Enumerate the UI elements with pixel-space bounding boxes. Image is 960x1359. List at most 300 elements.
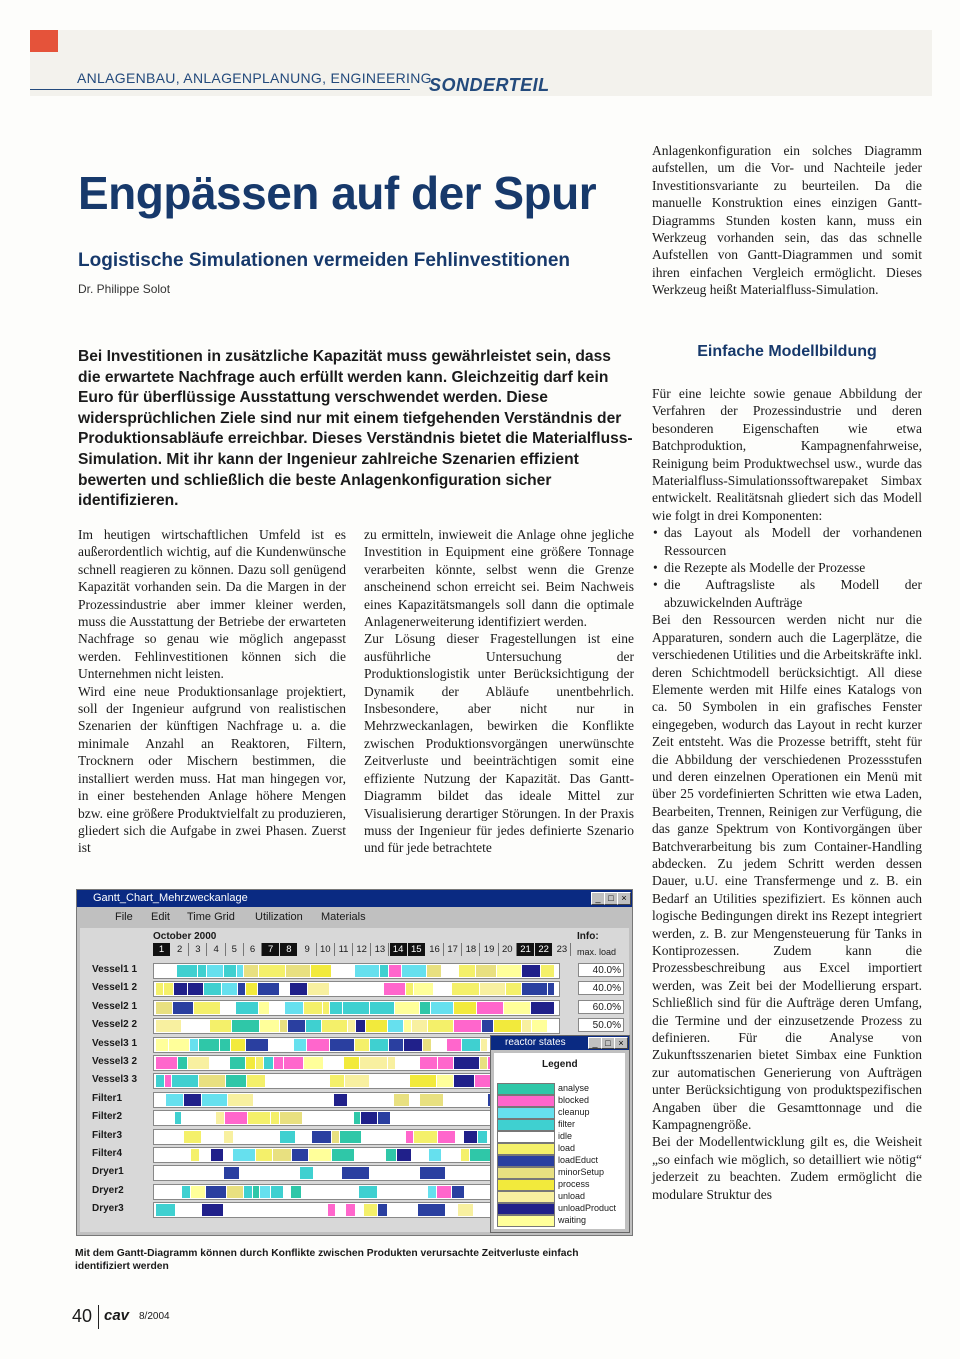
- gantt-segment: [226, 1075, 246, 1087]
- gantt-segment: [345, 1075, 369, 1087]
- gantt-segment: [414, 983, 433, 995]
- day-tick: 20: [499, 943, 517, 956]
- gantt-segment: [452, 983, 479, 995]
- gantt-segment: [311, 965, 331, 977]
- gantt-segment: [156, 1002, 172, 1014]
- legend-swatch: [497, 1083, 555, 1095]
- gantt-segment: [406, 983, 413, 995]
- day-tick: 4: [208, 943, 226, 956]
- list-item: • die Rezepte als Modelle der Prozesse: [664, 559, 922, 576]
- max-load-value: 40.0%: [578, 981, 624, 995]
- gantt-segment: [532, 1020, 547, 1032]
- gantt-segment: [309, 1149, 331, 1161]
- day-tick: 14: [390, 943, 407, 956]
- gantt-segment: [194, 1002, 220, 1014]
- row-label: Vessel3 3: [92, 1074, 138, 1086]
- text-column-3-bottom: [652, 385, 922, 1203]
- month-label: October 2000: [153, 931, 217, 942]
- day-tick: 21: [517, 943, 534, 956]
- gantt-segment: [461, 1149, 469, 1161]
- gantt-segment: [332, 1149, 354, 1161]
- article-subtitle: Logistische Simulationen vermeiden Fehlinvestitionen: [78, 250, 570, 271]
- gantt-segment: [359, 1186, 377, 1198]
- gantt-segment: [210, 1020, 231, 1032]
- gantt-segment: [522, 965, 540, 977]
- gantt-segment: [236, 1002, 258, 1014]
- gantt-segment: [308, 983, 329, 995]
- menu-utilization[interactable]: Utilization: [255, 911, 303, 923]
- gantt-segment: [244, 965, 258, 977]
- gantt-segment: [156, 983, 163, 995]
- gantt-segment: [294, 1039, 306, 1051]
- legend-label: minorSetup: [558, 1167, 605, 1177]
- gantt-segment: [388, 1020, 403, 1032]
- gantt-segment: [238, 983, 245, 995]
- day-tick: 13: [371, 943, 389, 956]
- paragraph: Anlagenkonfiguration ein solches Diagramm aufstellen, um die Vor- und Nachteile jeder Investitionsvariante zu beurteilen. Da die manuelle Konstruktion eines einzigen Gantt-Diagramms Stunden kosten kann, muss ein Werkzeug vorhanden sein, das das schnelle Aufstellen von Gantt-Diagrammen und somit ihren einfachen Vergleich ermöglicht. Dieses Werkzeug heißt Materialfluss-Simulation.: [652, 143, 922, 298]
- gantt-segment: [312, 1131, 331, 1143]
- legend-title-bar: [491, 1036, 629, 1050]
- article-title: Engpässen auf der Spur: [78, 167, 597, 219]
- gantt-segment: [166, 1094, 183, 1106]
- gantt-segment: [306, 1020, 321, 1032]
- gantt-segment: [423, 1039, 431, 1051]
- legend-heading: Legend: [542, 1059, 578, 1070]
- day-scale: [153, 943, 573, 957]
- header-accent-tab: [30, 30, 58, 52]
- gantt-segment: [190, 1039, 198, 1051]
- menu-file[interactable]: File: [115, 911, 133, 923]
- gantt-segment: [494, 1020, 521, 1032]
- gantt-segment: [204, 983, 221, 995]
- gantt-segment: [156, 1057, 177, 1069]
- gantt-segment: [482, 1020, 493, 1032]
- legend-label: loadEduct: [558, 1155, 599, 1165]
- gantt-segment: [332, 1131, 339, 1143]
- gantt-segment: [404, 1039, 422, 1051]
- gantt-segment: [288, 1020, 305, 1032]
- gantt-segment: [506, 983, 521, 995]
- day-tick: 2: [171, 943, 189, 956]
- legend-swatch: [497, 1107, 555, 1119]
- gantt-segment: [389, 1039, 403, 1051]
- gantt-segment: [418, 1204, 445, 1216]
- text-column-2: [364, 526, 634, 857]
- gantt-segment: [322, 1020, 347, 1032]
- gantt-segment: [225, 1112, 247, 1124]
- info-label: Info:: [577, 931, 599, 942]
- gantt-segment: [480, 983, 505, 995]
- gantt-segment: [420, 1002, 430, 1014]
- gantt-segment: [284, 1057, 303, 1069]
- gantt-segment: [304, 1057, 323, 1069]
- gantt-segment: [394, 1094, 409, 1106]
- menu-materials[interactable]: Materials: [321, 911, 366, 923]
- day-tick: 3: [189, 943, 207, 956]
- gantt-segment: [231, 1039, 245, 1051]
- gantt-segment: [360, 1057, 387, 1069]
- gantt-segment: [178, 1057, 187, 1069]
- gantt-segment: [290, 983, 307, 995]
- gantt-segment: [464, 1131, 477, 1143]
- menu-edit[interactable]: Edit: [151, 911, 170, 923]
- gantt-segment: [184, 1094, 201, 1106]
- gantt-window-title: Gantt_Chart_Mehrzweckanlage: [93, 892, 248, 904]
- gantt-segment: [207, 965, 223, 977]
- gantt-row-bar[interactable]: [153, 981, 560, 997]
- gantt-segment: [198, 965, 206, 977]
- day-tick: 17: [444, 943, 462, 956]
- gantt-segment: [437, 1186, 451, 1198]
- day-tick: 9: [299, 943, 317, 956]
- gantt-segment: [437, 1075, 453, 1087]
- gantt-segment: [389, 965, 401, 977]
- gantt-row-bar[interactable]: [153, 963, 560, 979]
- row-label: Vessel2 2: [92, 1019, 138, 1031]
- gantt-segment: [199, 1075, 225, 1087]
- text-column-3-top: [652, 142, 922, 299]
- list-item: • das Layout als Modell der vorhandenen Ressourcen: [664, 524, 922, 559]
- legend-label: unload: [558, 1191, 586, 1201]
- gantt-segment: [346, 1204, 355, 1216]
- row-label: Filter2: [92, 1111, 123, 1123]
- gantt-segment: [410, 1075, 436, 1087]
- gantt-segment: [412, 1020, 427, 1032]
- gantt-segment: [211, 1149, 223, 1161]
- gantt-title-bar: [77, 890, 632, 907]
- gantt-segment: [300, 1167, 313, 1179]
- day-tick: 7: [262, 943, 279, 956]
- gantt-segment: [462, 1039, 480, 1051]
- gantt-segment: [259, 965, 285, 977]
- gantt-segment: [247, 1075, 265, 1087]
- day-tick: 1: [153, 943, 170, 956]
- gantt-segment: [454, 1075, 474, 1087]
- gantt-segment: [199, 1039, 219, 1051]
- paragraph: Bei der Modellentwicklung gilt es, die Weisheit „so einfach wie möglich, so detailliert wie nötig“ jederzeit zu beachten. Zudem ermöglicht die modulare Struktur des: [652, 1134, 922, 1202]
- gantt-segment: [354, 1112, 360, 1124]
- gantt-segment: [253, 1186, 259, 1198]
- gantt-segment: [232, 1020, 259, 1032]
- gantt-segment: [291, 1186, 301, 1198]
- legend-label: process: [558, 1179, 590, 1189]
- legend-label: analyse: [558, 1083, 590, 1093]
- gantt-segment: [366, 1020, 387, 1032]
- gantt-segment: [447, 1039, 461, 1051]
- gantt-segment: [222, 983, 237, 995]
- legend-label: idle: [558, 1131, 573, 1141]
- legend-label: filter: [558, 1119, 576, 1129]
- minimize-icon[interactable]: _: [588, 1037, 602, 1049]
- row-label: Vessel3 1: [92, 1037, 138, 1049]
- gantt-segment: [191, 1149, 199, 1161]
- gantt-segment: [355, 1039, 369, 1051]
- maximize-icon[interactable]: □: [604, 892, 618, 905]
- gantt-segment: [292, 1149, 308, 1161]
- gantt-menubar: [77, 908, 632, 926]
- legend-label: blocked: [558, 1095, 590, 1105]
- gantt-segment: [175, 1112, 181, 1124]
- gantt-segment: [380, 965, 388, 977]
- close-icon[interactable]: ×: [614, 1037, 628, 1049]
- max-load-value: 50.0%: [578, 1018, 624, 1032]
- day-tick: 16: [426, 943, 444, 956]
- gantt-segment: [364, 1204, 377, 1216]
- paragraph: Bei den Ressourcen werden nicht nur die Apparaturen, sondern auch die Lagerplätze, die verschiedenen Utilities und die Arbeitskräfte inkl. deren Schichtmodell berücksichtigt. All diese Elemente werden mit Hilfe eines Katalogs von ca. 50 Symbolen in ein grafisches Fenster eingegeben, wodurch das Layout in recht kurzer Zeit entsteht. Was die Prozesse betrifft, steht für die Abbildung der verschiedenen Prozessstufen und deren einzelnen Operationen ein Menü mit über 25 vordefinierten Schritten wie etwa Laden, Bearbeiten, Trennen, Reinigen zur Verfügung, die das ganze Spektrum von Kontivorgängen über Batchverarbeitung bis zum Container-Handling abdecken. Zu jedem Schritt werden dessen Dauer, u.U. eine Transfermenge und z. B. ein Bedarf an Utilities spezifiziert. Es können auch logische Bedingungen direkt ins Rezept integriert werden, z. B. zur Mengensteuerung für Tanks in Kontiprozessen. Zudem kann die Prozessbeschreibung aus Excel importiert werden, was Zeit bei der Modellierung erspart. Schließlich sind für die Aufträge deren Umfang, die Termine und der einzusetzende Prozess zu definieren. Für die Analyse von Zukunftsszenarien bietet Simbax eine Funktion zur automatischen Generierung von Aufträgen unter Berücksichtigung von produktspezifischen Angaben über die Gesamttonnage und die Kampagnengröße.: [652, 612, 922, 1133]
- legend-swatch: [497, 1131, 555, 1143]
- gantt-segment: [378, 1112, 390, 1124]
- gantt-segment: [323, 1002, 329, 1014]
- paragraph: Im heutigen wirtschaftlichen Umfeld ist es außerordentlich wichtig, auf die Kundenwünsche schnell reagieren zu können. Dazu soll genügend Kapazität vorhanden sein. Da die Margen in der Prozessindustrie aber immer kleiner werden, muss die Ausstattung der Betriebe der erwarteten Nachfrage so genau wie möglich angepasst werden. Fehlinvestitionen können sich die Unternehmen nicht leisten.: [78, 527, 346, 682]
- gantt-segment: [438, 1057, 453, 1069]
- gantt-segment: [156, 1075, 164, 1087]
- gantt-segment: [522, 983, 547, 995]
- gantt-segment: [173, 1002, 193, 1014]
- gantt-segment: [548, 983, 554, 995]
- gantt-row-bar[interactable]: [153, 1018, 560, 1034]
- row-label: Filter3: [92, 1129, 123, 1141]
- gantt-segment: [342, 1167, 369, 1179]
- gantt-segment: [330, 1002, 342, 1014]
- gantt-segment: [344, 1057, 359, 1069]
- gantt-segment: [260, 1020, 279, 1032]
- page-number: 40: [72, 1306, 93, 1326]
- gantt-segment: [452, 1186, 464, 1198]
- special-label: SONDERTEIL: [429, 75, 550, 95]
- gantt-segment: [522, 1020, 531, 1032]
- gantt-segment: [386, 1149, 396, 1161]
- legend-label: load: [558, 1143, 576, 1153]
- legend-label: cleanup: [558, 1107, 590, 1117]
- gantt-segment: [531, 1002, 554, 1014]
- gantt-segment: [188, 983, 203, 995]
- gantt-segment: [248, 1112, 270, 1124]
- gantt-segment: [206, 1186, 226, 1198]
- gantt-segment: [478, 1131, 487, 1143]
- maximize-icon[interactable]: □: [601, 1037, 615, 1049]
- gantt-segment: [420, 1094, 443, 1106]
- gantt-segment: [220, 1039, 230, 1051]
- section-underline: [30, 89, 410, 90]
- gantt-segment: [340, 1131, 361, 1143]
- gantt-segment: [428, 1020, 453, 1032]
- list-item: • die Auftragsliste als Modell der abzuwickelnden Aufträge: [664, 576, 922, 611]
- issue-label: 8/2004: [139, 1311, 170, 1322]
- section-heading: Einfache Modellbildung: [697, 343, 877, 360]
- gantt-segment: [402, 965, 426, 977]
- gantt-segment: [216, 1112, 224, 1124]
- gantt-segment: [256, 1057, 263, 1069]
- gantt-segment: [307, 1039, 329, 1051]
- gantt-segment: [458, 1204, 473, 1216]
- gantt-segment: [438, 1131, 455, 1143]
- gantt-segment: [395, 1002, 419, 1014]
- row-label: Filter4: [92, 1148, 123, 1159]
- gantt-segment: [397, 1149, 411, 1161]
- gantt-segment: [404, 1020, 411, 1032]
- gantt-row-bar[interactable]: [153, 1000, 560, 1016]
- gantt-segment: [228, 1094, 253, 1106]
- gantt-segment: [191, 1186, 205, 1198]
- legend-window: [490, 1035, 630, 1233]
- gantt-segment: [334, 1094, 347, 1106]
- gantt-segment: [286, 965, 310, 977]
- gantt-segment: [480, 1057, 487, 1069]
- gantt-segment: [429, 1149, 441, 1161]
- gantt-segment: [356, 1020, 365, 1032]
- gantt-segment: [420, 1057, 437, 1069]
- gantt-segment: [348, 1020, 355, 1032]
- figure-caption: Mit dem Gantt-Diagramm können durch Konflikte zwischen Produkten verursachte Zeitverluste einfach identifiziert werden: [75, 1248, 579, 1272]
- gantt-segment: [454, 1020, 481, 1032]
- section-label: ANLAGENBAU, ANLAGENPLANUNG, ENGINEERING: [77, 70, 432, 86]
- day-tick: 18: [462, 943, 480, 956]
- paragraph: Für eine leichte sowie genaue Abbildung der Verfahren der Prozessindustrie und deren besonderen Eigenschaften wie etwa Batchproduktion, Kampagnenfahrweise, Reinigung beim Produktwechsel usw., wurde das Materialfluss-Simulationssoftwarepaket Simbax entwickelt. Realitätsnah gliedert sich das Modell wie folgt in drei Komponenten:: [652, 386, 922, 523]
- gantt-segment: [169, 1039, 189, 1051]
- gantt-segment: [224, 1131, 233, 1143]
- gantt-segment: [304, 1002, 322, 1014]
- gantt-segment: [384, 983, 405, 995]
- legend-swatch: [497, 1155, 555, 1167]
- row-label: Vessel1 1: [92, 964, 138, 975]
- gantt-segment: [414, 1131, 437, 1143]
- gantt-segment: [476, 965, 496, 977]
- magazine-name: cav: [104, 1307, 130, 1324]
- day-tick: 15: [408, 943, 425, 956]
- row-label: Vessel2 1: [92, 1000, 138, 1012]
- day-tick: 10: [317, 943, 335, 956]
- paragraph: Zur Lösung dieser Fragestellungen ist eine ausführliche Untersuchung der Produktionslogistik unter Berücksichtigung der Dynamik der Abläufe unentbehrlich. Insbesondere, aber nicht nur in Mehrzweckanlagen, bewirken die Konflikte zwischen Produktionsvorgängen unerwünschte Zeitverluste und beeinträchtigen somit eine effiziente Nutzung der Kapazität. Das Gantt-Diagramm bildet das ideale Mittel zur Visualisierung derartiger Störungen. In der Praxis muss der Ingenieur für jedes definierte Szenario und für jede betrachtete: [364, 631, 634, 856]
- gantt-segment: [541, 965, 554, 977]
- menu-time-grid[interactable]: Time Grid: [187, 911, 235, 923]
- gantt-segment: [477, 1002, 503, 1014]
- legend-swatch: [497, 1179, 555, 1191]
- gantt-segment: [271, 1186, 283, 1198]
- gantt-segment: [481, 1039, 487, 1051]
- gantt-segment: [330, 1039, 354, 1051]
- gantt-segment: [256, 1149, 272, 1161]
- gantt-segment: [165, 1075, 171, 1087]
- gantt-segment: [330, 1075, 344, 1087]
- gantt-segment: [244, 1186, 252, 1198]
- gantt-segment: [237, 965, 243, 977]
- gantt-segment: [224, 965, 236, 977]
- legend-body: [494, 1053, 625, 1229]
- row-label: Vessel1 2: [92, 982, 138, 994]
- gantt-segment: [280, 1020, 287, 1032]
- gantt-segment: [406, 1131, 413, 1143]
- info-sublabel: max. load: [577, 947, 617, 957]
- gantt-segment: [188, 1057, 209, 1069]
- paragraph: Wird eine neue Produktionsanlage projektiert, soll der Ingenieur aufgrund von realistischen Szenarien der künftigen Nachfrage u. a. die minimale Anzahl an Reaktoren, Filtern, Trocknern oder Mischern bestimmen, die installiert werden muss. Hat man hingegen vor, in einer bestehenden Anlage höhere Mengen bzw. eine größere Produktvielfalt zu produzieren, gliedert sich die Aufgabe in zwei Phasen. Zuerst ist: [78, 683, 346, 856]
- gantt-segment: [156, 1204, 175, 1216]
- gantt-segment: [285, 1002, 303, 1014]
- gantt-segment: [454, 1057, 479, 1069]
- day-tick: 12: [353, 943, 371, 956]
- legend-swatch: [497, 1215, 555, 1227]
- gantt-segment: [328, 1204, 335, 1216]
- row-label: Vessel3 2: [92, 1056, 138, 1067]
- gantt-segment: [246, 1057, 255, 1069]
- lead-paragraph: Bei Investitionen in zusätzliche Kapazität muss gewährleistet sein, dass die erwartete Nachfrage auch erfüllt werden kann. Gleichzeitig darf kein Euro für überflüssige Ausstattung verschwendet werden. Diese widersprüchlichen Ziele sind nur mit einem tiefgehenden Verständnis der Produktionsabläufe erreichbar. Dieses Verständnis bietet die Materialfluss-Simulation. Mit ihr kann der Ingenieur zahlreiche Szenarien effizient bewerten und schließlich die beste Anlagenkonfiguration sicher identifizieren.: [78, 348, 633, 510]
- article-author: Dr. Philippe Solot: [78, 282, 171, 296]
- gantt-segment: [459, 965, 475, 977]
- gantt-segment: [259, 1002, 269, 1014]
- gantt-segment: [343, 1002, 369, 1014]
- row-label: Dryer2: [92, 1184, 124, 1196]
- gantt-segment: [156, 1039, 168, 1051]
- gantt-segment: [202, 1204, 223, 1216]
- gantt-segment: [431, 1002, 453, 1014]
- legend-window-title: reactor states: [505, 1037, 566, 1048]
- close-icon[interactable]: ×: [617, 892, 631, 905]
- day-tick: 8: [280, 943, 297, 956]
- legend-swatch: [497, 1143, 555, 1155]
- gantt-segment: [246, 1039, 268, 1051]
- gantt-segment: [224, 1167, 239, 1179]
- gantt-segment: [378, 1204, 387, 1216]
- row-label: Dryer1: [92, 1166, 124, 1178]
- gantt-segment: [428, 1186, 436, 1198]
- gantt-segment: [274, 1057, 283, 1069]
- gantt-segment: [184, 1131, 201, 1143]
- day-tick: 23: [553, 943, 571, 956]
- gantt-segment: [355, 965, 379, 977]
- gantt-segment: [174, 983, 187, 995]
- gantt-segment: [427, 965, 441, 977]
- gantt-segment: [454, 1002, 476, 1014]
- footer-divider: [98, 1305, 99, 1329]
- gantt-segment: [280, 1131, 295, 1143]
- gantt-segment: [182, 1186, 190, 1198]
- gantt-segment: [164, 983, 173, 995]
- gantt-segment: [202, 1094, 227, 1106]
- gantt-segment: [370, 1039, 388, 1051]
- gantt-segment: [361, 1112, 377, 1124]
- row-label: Dryer3: [92, 1203, 124, 1215]
- legend-label: unloadProduct: [558, 1203, 617, 1213]
- paragraph: zu ermitteln, inwieweit die Anlage ohne jegliche Investition in Equipment eine größere Tonnage verarbeiten könnte, selbst wenn die Grenze anscheinend schon erreicht sei. Beim Nachweis eines Kapazitätsmangels soll dann die optimale Anlagenerweiterung identifiziert werden.: [364, 527, 634, 630]
- gantt-segment: [271, 1112, 279, 1124]
- gantt-segment: [370, 1002, 394, 1014]
- gantt-segment: [246, 983, 257, 995]
- legend-swatch: [497, 1119, 555, 1131]
- gantt-segment: [420, 1167, 445, 1179]
- gantt-segment: [258, 983, 279, 995]
- legend-swatch: [497, 1191, 555, 1203]
- gantt-segment: [172, 1075, 198, 1087]
- gantt-segment: [233, 1149, 255, 1161]
- legend-label: waiting: [558, 1215, 587, 1225]
- gantt-segment: [273, 1149, 291, 1161]
- day-tick: 5: [226, 943, 244, 956]
- gantt-segment: [177, 965, 197, 977]
- legend-swatch: [497, 1203, 555, 1215]
- row-label: Filter1: [92, 1092, 123, 1104]
- gantt-segment: [504, 1002, 530, 1014]
- gantt-segment: [280, 1112, 302, 1124]
- gantt-segment: [227, 1186, 243, 1198]
- gantt-segment: [230, 1057, 245, 1069]
- gantt-segment: [260, 1186, 270, 1198]
- day-tick: 19: [481, 943, 499, 956]
- day-tick: 11: [335, 943, 353, 956]
- text-column-1: [78, 526, 346, 857]
- minimize-icon[interactable]: _: [591, 892, 605, 905]
- component-list: [652, 524, 922, 611]
- day-tick: 6: [244, 943, 262, 956]
- gantt-segment: [497, 965, 521, 977]
